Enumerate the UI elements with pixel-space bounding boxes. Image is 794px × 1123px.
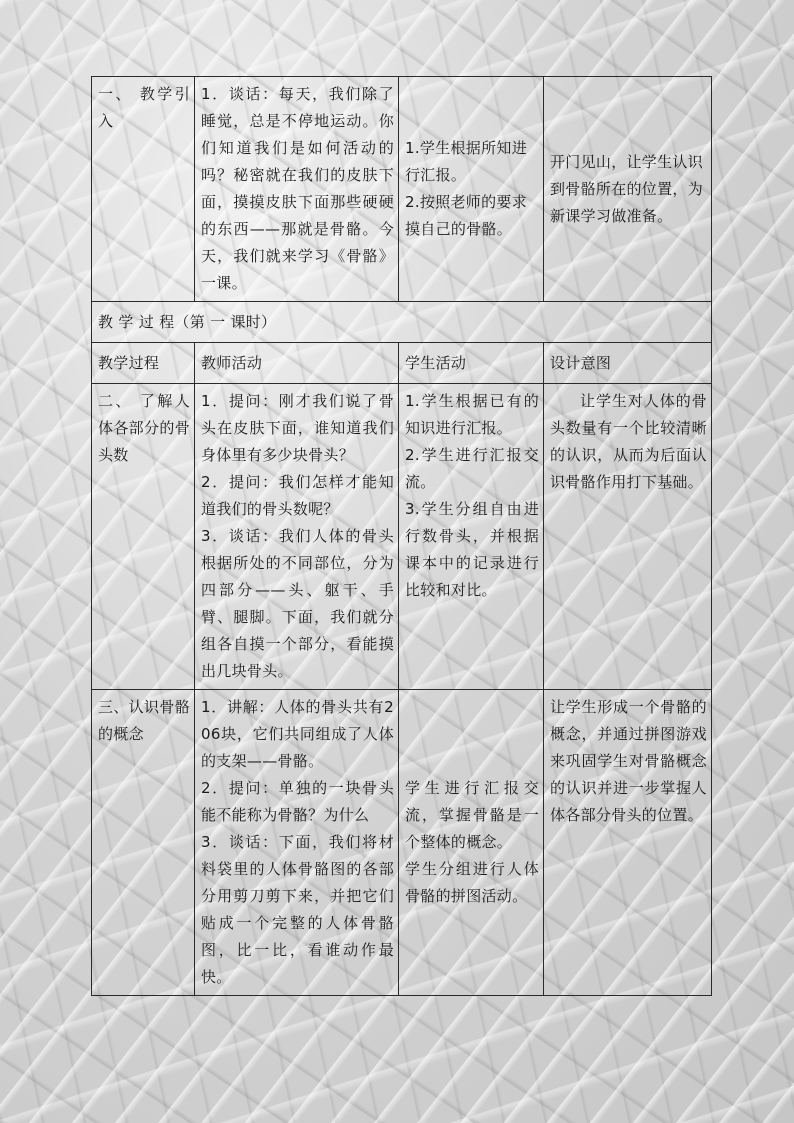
lesson-plan-table [91, 76, 712, 996]
header-intent: 设计意图 [544, 343, 712, 384]
intro-student-item-2: 2.按照老师的要求摸自己的骨骼。 [405, 193, 528, 238]
row2-teacher-item-2: 2．提问：我们怎样才能知道我们的骨头数呢？ [201, 473, 394, 518]
intro-student-cell [399, 77, 544, 302]
row3-teacher-item-3: 3．谈话：下面，我们将材料袋里的人体骨骼图的各部分用剪刀剪下来，并把它们贴成一个完整的人体骨骼图，比一比，看谁动作最快。 [201, 833, 394, 986]
intro-stage-text: 一、 教学引入 [98, 85, 190, 130]
row3-stage-text: 三、认识骨骼的概念 [98, 698, 190, 743]
bone-count-row [92, 384, 712, 690]
row2-stage-cell [92, 384, 195, 690]
row2-teacher-item-1: 1．提问：刚才我们说了骨头在皮肤下面，谁知道我们身体里有多少块骨头？ [201, 392, 394, 464]
row2-intent-cell [544, 384, 712, 690]
process-title: 教 学 过 程（第 一 课时） [98, 312, 277, 331]
row2-student-cell [399, 384, 544, 690]
row3-student-item-1: 学生进行汇报交流，掌握骨骼是一个整体的概念。 [405, 779, 539, 851]
intro-intent-text: 开门见山，让学生认识到骨骼所在的位置，为新课学习做准备。 [550, 152, 704, 225]
row3-student-item-2: 学生分组进行人体骨骼的拼图活动。 [405, 860, 539, 905]
header-row [92, 343, 712, 384]
row2-teacher-cell [195, 384, 399, 690]
row2-stage-text: 二、 了解人体各部分的骨头数 [98, 392, 190, 464]
intro-teacher-cell [195, 77, 399, 302]
row2-student-item-3: 3.学生分组自由进行数骨头，并根据课本中的记录进行比较和对比。 [405, 500, 539, 599]
process-title-cell [92, 302, 712, 343]
row3-teacher-item-1: 1．讲解：人体的骨头共有206块，它们共同组成了人体的支架——骨骼。 [201, 698, 394, 770]
header-stage: 教学过程 [92, 343, 195, 384]
intro-student-item-1: 1.学生根据所知进行汇报。 [405, 139, 528, 184]
intro-row [92, 77, 712, 302]
row3-intent-text: 让学生形成一个骨骼的概念，并通过拼图游戏来巩固学生对骨骼概念的认识并进一步掌握人体各部分骨头的位置。 [550, 698, 707, 824]
intro-intent-cell [544, 77, 712, 302]
row2-student-item-1: 1.学生根据已有的知识进行汇报。 [405, 392, 539, 437]
process-title-row [92, 302, 712, 343]
row3-stage-cell [92, 690, 195, 996]
row3-intent-cell [544, 690, 712, 996]
intro-teacher-text: 1．谈话：每天，我们除了睡觉，总是不停地运动。你们知道我们是如何活动的吗？秘密就在我们的皮肤下面，摸摸皮肤下面那些硬硬的东西——那就是骨骼。今天，我们就来学习《骨骼》一课。 [201, 85, 394, 292]
row2-teacher-item-3: 3．谈话：我们人体的骨头根据所处的不同部位，分为四部分——头、躯干、手臂、腿脚。下面，我们就分组各自摸一个部分，看能摸出几块骨头。 [201, 527, 394, 680]
row3-teacher-item-2: 2．提问：单独的一块骨头能不能称为骨骼？为什么 [201, 779, 394, 824]
row2-intent-text: 让学生对人体的骨头数量有一个比较清晰的认识，从而为后面认识骨骼作用打下基础。 [550, 392, 707, 491]
header-student: 学生活动 [399, 343, 544, 384]
row3-teacher-cell [195, 690, 399, 996]
row3-student-cell [399, 690, 544, 996]
intro-stage-cell [92, 77, 195, 302]
skeleton-concept-row [92, 690, 712, 996]
row2-student-item-2: 2.学生进行汇报交流。 [405, 446, 539, 491]
header-teacher: 教师活动 [195, 343, 399, 384]
